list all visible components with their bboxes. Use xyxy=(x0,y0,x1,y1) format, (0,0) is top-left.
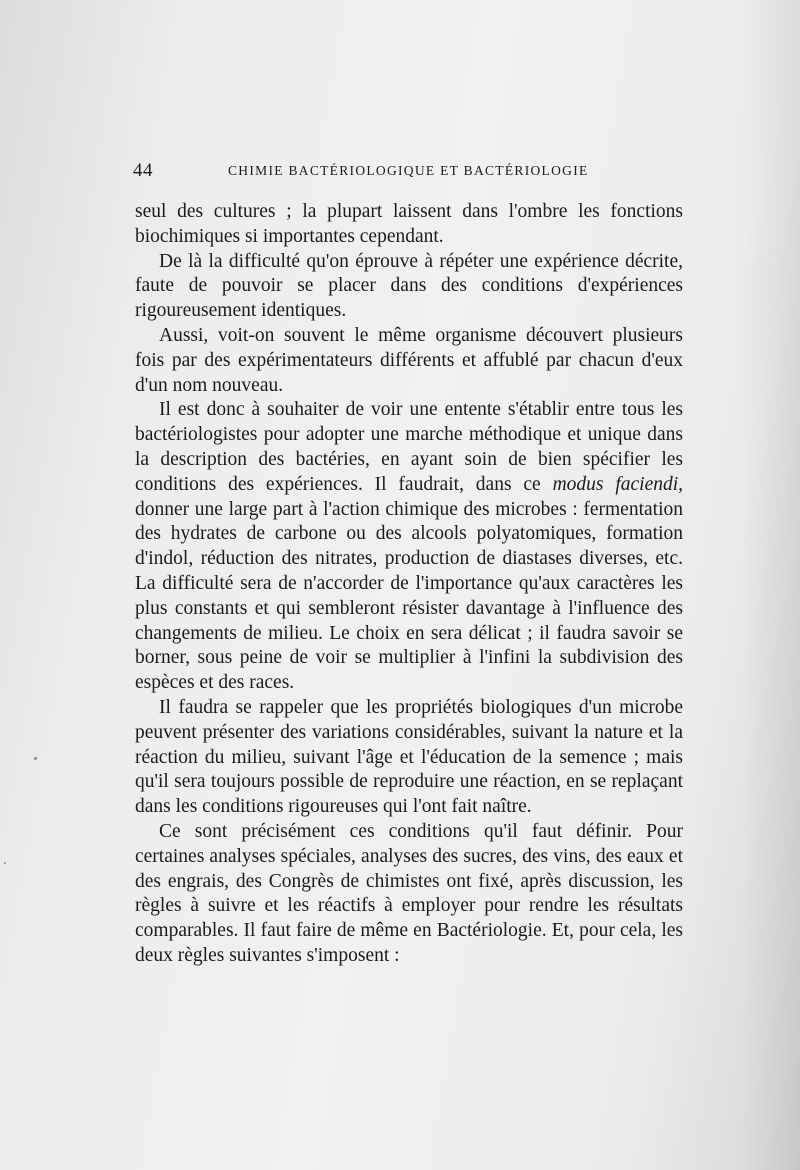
page-edge-shadow xyxy=(740,0,800,1170)
paragraph-3: Aussi, voit-on souvent le même organisme découvert plusieurs fois par des expérimentateurs différents et affublé par chacun d'eux d'un nom nouveau. xyxy=(135,324,683,396)
paragraph-4-after: donner une large part à l'action chimique des microbes : fermentation des hydrates de carbone ou des alcools polyatomiques, formation d'indol, réduction des nitrates, production de diastases diverses, etc. La difficulté sera de n'accorder de l'importance qu'aux caractères les plus constants et qui sembleront résister davantage à l'influence des changements de milieu. Le choix en sera délicat ; il faudra savoir se borner, sous peine de voir se multiplier à l'infini la subdivision des espèces et des races. xyxy=(135,498,683,694)
running-title: CHIMIE BACTÉRIOLOGIQUE ET BACTÉRIOLOGIE xyxy=(228,163,589,178)
running-header xyxy=(133,160,685,184)
ink-speck xyxy=(34,757,37,760)
paragraph-2: De là la difficulté qu'on éprouve à répéter une expérience décrite, faute de pouvoir se placer dans des conditions d'expériences rigoureusement identiques. xyxy=(135,250,683,322)
paragraph-5: Il faudra se rappeler que les propriétés biologiques d'un microbe peuvent présenter des variations considérables, suivant la nature et la réaction du milieu, suivant l'âge et l'éducation de la semence ; mais qu'il sera toujours possible de reproduire une réaction, en se replaçant dans les conditions rigoureuses qui l'ont fait naître. xyxy=(135,696,683,818)
italic-phrase: modus faciendi, xyxy=(552,473,684,495)
body-text xyxy=(135,200,683,969)
page-number: 44 xyxy=(133,160,153,181)
paragraph-4-before: Il est donc à souhaiter de voir une entente s'établir entre tous les bactériologistes pour adopter une marche méthodique et unique dans la description des bactéries, en ayant soin de bien spécifier les conditions des expériences. Il faudrait, dans ce xyxy=(135,399,683,495)
ink-speck xyxy=(4,862,6,864)
paragraph-4 xyxy=(135,398,683,696)
paragraph-1: seul des cultures ; la plupart laissent dans l'ombre les fonctions biochimiques si importantes cependant. xyxy=(135,201,683,247)
paragraph-6: Ce sont précisément ces conditions qu'il faut définir. Pour certaines analyses spéciales, analyses des sucres, des vins, des eaux et des engrais, des Congrès de chimistes ont fixé, après discussion, les règles à suivre et les réactifs à employer pour rendre les résultats comparables. Il faut faire de même en Bactériologie. Et, pour cela, les deux règles suivantes s'imposent : xyxy=(135,820,683,966)
